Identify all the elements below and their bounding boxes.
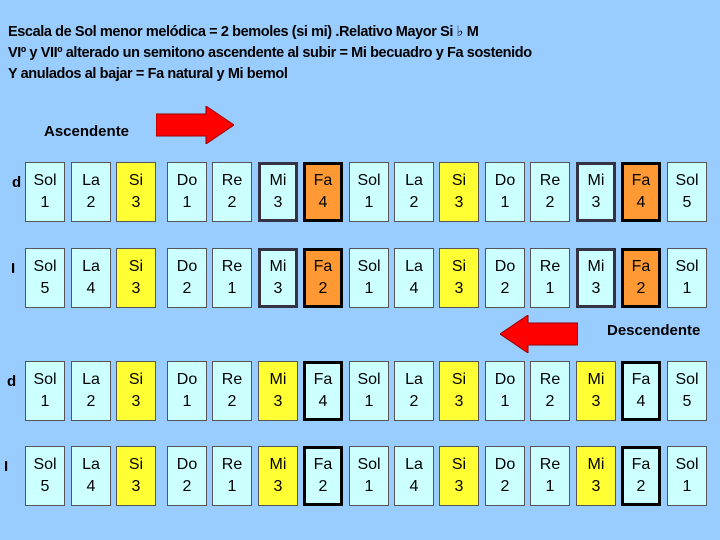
note-name: Fa [631, 172, 651, 189]
note-name: Mi [587, 456, 605, 473]
note-name: Mi [269, 371, 287, 388]
note-degree: 2 [86, 194, 96, 211]
note-name: La [82, 371, 100, 388]
note-name: Si [451, 258, 467, 275]
note-degree: 2 [500, 280, 510, 297]
note-name: La [405, 371, 423, 388]
note-degree: 4 [86, 280, 96, 297]
note-degree: 1 [364, 194, 374, 211]
note-cell [394, 361, 434, 421]
note-cell [116, 446, 156, 506]
row-label: I [11, 260, 16, 277]
note-cell [212, 248, 252, 308]
note-cell [212, 446, 252, 506]
note-cell [303, 446, 343, 506]
note-cell [167, 248, 207, 308]
note-name: Si [451, 371, 467, 388]
note-degree: 2 [227, 393, 237, 410]
note-degree: 2 [409, 194, 419, 211]
note-degree: 1 [500, 194, 510, 211]
note-cell [258, 248, 298, 308]
note-cell [212, 162, 252, 222]
note-name: Do [494, 258, 516, 275]
note-cell [116, 361, 156, 421]
note-cell [530, 248, 570, 308]
note-name: Do [494, 371, 516, 388]
note-degree: 1 [682, 478, 692, 495]
note-cell [71, 361, 111, 421]
title-line-2: VIº y VIIº alterado un semitono ascendente al subir = Mi becuadro y Fa sostenido [8, 45, 532, 61]
note-name: Mi [587, 371, 605, 388]
note-name: Fa [313, 456, 333, 473]
note-cell [258, 446, 298, 506]
note-degree: 3 [591, 478, 601, 495]
scale-title [8, 22, 720, 85]
note-cell [530, 361, 570, 421]
note-degree: 5 [40, 478, 50, 495]
note-cell [25, 446, 65, 506]
note-cell [485, 162, 525, 222]
note-cell [621, 248, 661, 308]
note-name: Re [221, 258, 243, 275]
note-cell [349, 446, 389, 506]
title-line-1: Escala de Sol menor melódica = 2 bemoles (si mi) .Relativo Mayor Si ♭ M [8, 24, 479, 40]
note-name: Sol [675, 172, 699, 189]
note-cell [667, 446, 707, 506]
note-name: La [405, 456, 423, 473]
note-degree: 5 [682, 194, 692, 211]
note-cell [167, 162, 207, 222]
note-degree: 2 [86, 393, 96, 410]
note-degree: 1 [682, 280, 692, 297]
note-name: Re [221, 456, 243, 473]
note-name: Mi [269, 456, 287, 473]
descendente-label: Descendente [607, 322, 701, 339]
note-name: Sol [33, 456, 57, 473]
note-cell [25, 248, 65, 308]
note-name: Sol [33, 172, 57, 189]
note-name: Do [494, 172, 516, 189]
note-name: Fa [631, 258, 651, 275]
note-name: La [405, 172, 423, 189]
note-degree: 1 [40, 393, 50, 410]
note-degree: 4 [409, 280, 419, 297]
note-degree: 1 [364, 393, 374, 410]
note-cell [576, 248, 616, 308]
note-cell [349, 162, 389, 222]
note-degree: 2 [545, 194, 555, 211]
note-name: Sol [33, 371, 57, 388]
note-degree: 2 [500, 478, 510, 495]
note-degree: 4 [318, 194, 328, 211]
note-cell [25, 361, 65, 421]
note-cell [116, 162, 156, 222]
row-label: d [12, 174, 22, 191]
note-name: Si [128, 172, 144, 189]
note-name: Fa [313, 172, 333, 189]
note-cell [349, 248, 389, 308]
note-degree: 3 [591, 393, 601, 410]
note-name: Re [539, 371, 561, 388]
note-name: Re [539, 172, 561, 189]
note-cell [167, 361, 207, 421]
note-name: Mi [587, 258, 605, 275]
note-cell [667, 361, 707, 421]
note-degree: 2 [636, 280, 646, 297]
note-degree: 2 [409, 393, 419, 410]
note-degree: 1 [182, 194, 192, 211]
note-name: Si [451, 456, 467, 473]
note-cell [303, 361, 343, 421]
note-degree: 1 [40, 194, 50, 211]
note-name: Do [176, 456, 198, 473]
note-degree: 3 [131, 280, 141, 297]
note-cell [439, 446, 479, 506]
note-name: Do [176, 258, 198, 275]
note-degree: 2 [227, 194, 237, 211]
note-name: Mi [269, 172, 287, 189]
note-cell [439, 361, 479, 421]
note-cell [485, 248, 525, 308]
note-cell [303, 248, 343, 308]
note-name: Sol [675, 258, 699, 275]
note-name: Sol [675, 456, 699, 473]
note-degree: 3 [273, 194, 283, 211]
row-label: I [4, 458, 9, 475]
note-cell [576, 361, 616, 421]
note-name: Re [539, 456, 561, 473]
note-degree: 1 [182, 393, 192, 410]
note-degree: 2 [182, 280, 192, 297]
note-cell [667, 248, 707, 308]
note-name: Mi [269, 258, 287, 275]
note-cell [258, 162, 298, 222]
note-degree: 3 [273, 280, 283, 297]
note-cell [621, 361, 661, 421]
note-degree: 3 [591, 194, 601, 211]
note-name: Sol [357, 371, 381, 388]
note-name: Re [221, 172, 243, 189]
note-degree: 2 [636, 478, 646, 495]
note-cell [621, 162, 661, 222]
note-degree: 2 [545, 393, 555, 410]
note-name: Fa [313, 258, 333, 275]
note-degree: 1 [227, 478, 237, 495]
note-degree: 3 [131, 393, 141, 410]
note-name: La [405, 258, 423, 275]
note-degree: 1 [364, 280, 374, 297]
note-cell [258, 361, 298, 421]
note-degree: 2 [182, 478, 192, 495]
note-name: Si [128, 456, 144, 473]
note-name: Si [451, 172, 467, 189]
note-cell [621, 446, 661, 506]
note-degree: 1 [227, 280, 237, 297]
note-cell [530, 446, 570, 506]
note-cell [303, 162, 343, 222]
note-name: Mi [587, 172, 605, 189]
note-cell [116, 248, 156, 308]
note-name: Sol [357, 258, 381, 275]
note-degree: 4 [86, 478, 96, 495]
note-name: Fa [313, 371, 333, 388]
note-name: Fa [631, 371, 651, 388]
note-degree: 3 [454, 280, 464, 297]
note-degree: 3 [131, 478, 141, 495]
note-name: Re [539, 258, 561, 275]
note-name: Do [494, 456, 516, 473]
note-degree: 1 [364, 478, 374, 495]
arrow-left-icon [500, 315, 578, 353]
note-degree: 1 [500, 393, 510, 410]
note-name: Re [221, 371, 243, 388]
note-cell [439, 248, 479, 308]
note-cell [485, 446, 525, 506]
title-line-3: Y anulados al bajar = Fa natural y Mi bemol [8, 66, 288, 82]
note-cell [530, 162, 570, 222]
arrow-right-icon [156, 106, 234, 144]
note-cell [71, 162, 111, 222]
note-cell [667, 162, 707, 222]
ascendente-label: Ascendente [44, 123, 130, 140]
note-cell [25, 162, 65, 222]
note-degree: 4 [409, 478, 419, 495]
note-degree: 4 [636, 393, 646, 410]
note-degree: 3 [454, 393, 464, 410]
row-label: d [7, 373, 17, 390]
note-degree: 1 [545, 280, 555, 297]
note-degree: 2 [318, 280, 328, 297]
note-name: La [82, 258, 100, 275]
note-name: Sol [357, 456, 381, 473]
note-degree: 3 [131, 194, 141, 211]
note-name: Fa [631, 456, 651, 473]
note-cell [439, 162, 479, 222]
note-name: Sol [33, 258, 57, 275]
note-cell [394, 162, 434, 222]
note-cell [167, 446, 207, 506]
note-name: Si [128, 258, 144, 275]
note-degree: 3 [454, 194, 464, 211]
note-degree: 4 [318, 393, 328, 410]
note-cell [576, 446, 616, 506]
note-cell [212, 361, 252, 421]
note-name: Do [176, 371, 198, 388]
note-degree: 3 [273, 478, 283, 495]
note-cell [349, 361, 389, 421]
note-cell [71, 248, 111, 308]
note-degree: 3 [454, 478, 464, 495]
note-cell [394, 446, 434, 506]
note-degree: 2 [318, 478, 328, 495]
note-degree: 1 [545, 478, 555, 495]
note-cell [394, 248, 434, 308]
note-cell [576, 162, 616, 222]
note-cell [485, 361, 525, 421]
note-name: La [82, 456, 100, 473]
note-degree: 5 [40, 280, 50, 297]
note-name: Si [128, 371, 144, 388]
note-name: Sol [357, 172, 381, 189]
note-degree: 4 [636, 194, 646, 211]
note-degree: 5 [682, 393, 692, 410]
note-cell [71, 446, 111, 506]
note-degree: 3 [273, 393, 283, 410]
note-name: La [82, 172, 100, 189]
note-name: Do [176, 172, 198, 189]
note-degree: 3 [591, 280, 601, 297]
note-name: Sol [675, 371, 699, 388]
